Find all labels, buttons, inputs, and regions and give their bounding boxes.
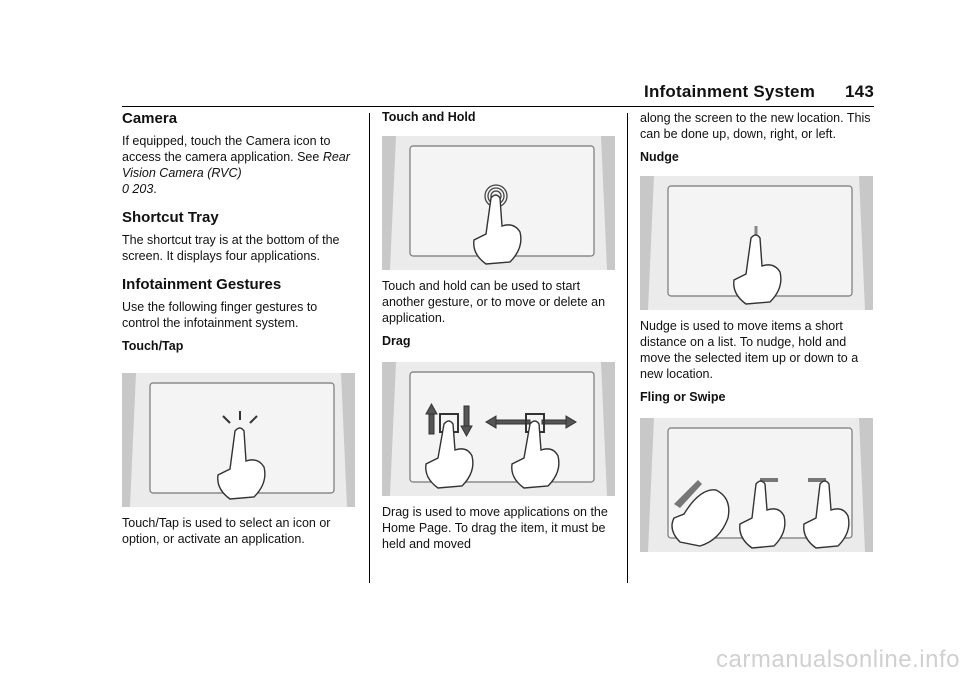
column-3 — [640, 110, 875, 560]
gestures-intro: Use the following finger gestures to control the infotainment system. — [122, 300, 318, 330]
column-divider — [369, 113, 370, 583]
section-title: Infotainment System — [644, 82, 816, 101]
drag-figure — [382, 362, 615, 496]
fling-figure — [640, 418, 873, 552]
heading-camera: Camera — [122, 110, 178, 127]
column-divider — [627, 113, 628, 583]
watermark: carmanualsonline.info — [716, 646, 960, 673]
drag-gesture-icon — [382, 362, 615, 496]
heading-shortcut-tray: Shortcut Tray — [122, 209, 219, 226]
heading-drag: Drag — [382, 334, 411, 348]
drag-paragraph-continued: along the screen to the new location. This can be done up, down, right, or left. — [640, 111, 871, 141]
nudge-paragraph: Nudge is used to move items a short distance on a list. To nudge, hold and move the selected item up or down to a new location. — [640, 319, 859, 381]
shortcut-paragraph: The shortcut tray is at the bottom of the screen. It displays four applications. — [122, 233, 340, 263]
drag-paragraph: Drag is used to move applications on the Home Page. To drag the item, it must be held and moved — [382, 505, 608, 551]
touch-hold-paragraph: Touch and hold can be used to start another gesture, or to move or delete an application. — [382, 279, 606, 325]
touch-tap-paragraph: Touch/Tap is used to select an icon or option, or activate an application. — [122, 516, 331, 546]
rvc-link[interactable]: Rear Vision Camera (RVC) — [122, 150, 350, 180]
touch-hold-figure — [382, 136, 615, 270]
swipe-gesture-icon — [640, 418, 873, 552]
column-1 — [122, 110, 357, 555]
heading-fling-swipe: Fling or Swipe — [640, 390, 726, 404]
page-number: 143 — [845, 82, 874, 101]
column-2 — [382, 110, 617, 560]
nudge-figure — [640, 176, 873, 310]
page-reference[interactable]: 0 203 — [122, 182, 154, 196]
camera-paragraph: If equipped, touch the Camera icon to access the camera application. See Rear Vision Camera (RVC) 0 203. — [122, 134, 350, 196]
heading-touch-tap: Touch/Tap — [122, 339, 184, 353]
page-header — [644, 82, 874, 102]
touch-tap-figure — [122, 373, 355, 507]
heading-infotainment-gestures: Infotainment Gestures — [122, 276, 282, 293]
hold-gesture-icon — [382, 136, 615, 270]
heading-nudge: Nudge — [640, 150, 679, 164]
nudge-gesture-icon — [640, 176, 873, 310]
header-rule — [122, 106, 874, 107]
heading-touch-and-hold: Touch and Hold — [382, 110, 476, 124]
tap-gesture-icon — [122, 373, 355, 507]
